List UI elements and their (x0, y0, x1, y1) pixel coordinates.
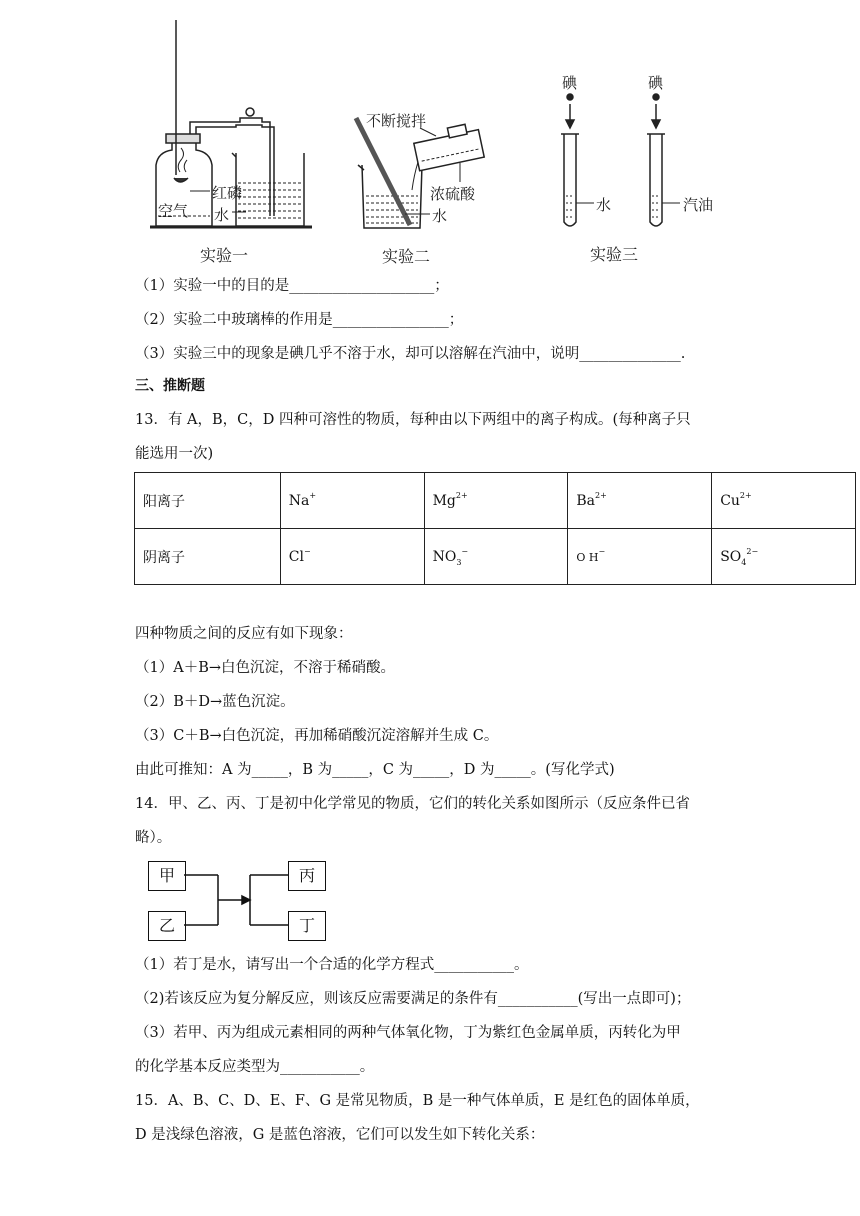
q12-part3: （3）实验三中的现象是碘几乎不溶于水，却可以溶解在汽油中，说明______________. (135, 346, 686, 362)
exp1-air-label: 空气 (158, 202, 189, 220)
q13-reaction-1: （1）A＋B→白色沉淀，不溶于稀硝酸。 (135, 660, 396, 676)
exp2-caption: 实验二 (382, 247, 431, 266)
q14-part3-line2: 的化学基本反应类型为___________。 (135, 1059, 375, 1075)
q14-part1: （1）若丁是水，请写出一个合适的化学方程式___________。 (135, 957, 529, 973)
anion-cell: $NO_3^-$ (424, 529, 568, 585)
exp3-water-label: 水 (596, 196, 612, 214)
q15-stem-line2: D 是浅绿色溶液，G 是蓝色溶液，它们可以发生如下转化关系： (135, 1127, 545, 1143)
exp2-water-label: 水 (432, 207, 448, 225)
exp1-water-label: 水 (214, 206, 230, 224)
anion-cell: O H− (568, 529, 712, 585)
exp3-gasoline-label: 汽油 (683, 196, 714, 214)
anion-row (135, 529, 856, 585)
q13-intro: 四种物质之间的反应有如下现象： (135, 626, 353, 642)
exp2-stir-label: 不断搅拌 (366, 112, 427, 130)
box-yi: 乙 (148, 911, 186, 941)
q13-stem-line2: 能选用一次) (135, 446, 214, 462)
q14-part3-line1: （3）若甲、丙为组成元素相同的两种气体氧化物，丁为紫红色金属单质，丙转化为甲 (135, 1025, 681, 1041)
anion-cell: $SO_4^{2-}$ (712, 529, 856, 585)
box-jia: 甲 (148, 861, 186, 891)
q14-part2: （2)若该反应为复分解反应，则该反应需要满足的条件有___________(写出一点即可)； (135, 991, 691, 1007)
cation-row (135, 473, 856, 529)
q12-part1: （1）实验一中的目的是____________________； (135, 278, 449, 294)
experiment-3-apparatus (561, 94, 680, 226)
q14-stem-line2: 略）。 (135, 830, 172, 846)
q13-conclusion: 由此可推知：A 为_____，B 为_____，C 为_____，D 为_____。(写化学式) (135, 762, 615, 778)
ion-table (134, 472, 856, 585)
exp2-acid-label: 浓硫酸 (430, 185, 476, 203)
anion-cell: Cl− (280, 529, 424, 585)
q15-stem-line1: 15．A、B、C、D、E、F、G 是常见物质，B 是一种气体单质，E 是红色的固体单质， (135, 1093, 700, 1109)
cation-header: 阳离子 (135, 473, 281, 529)
exp3-caption: 实验三 (590, 245, 639, 264)
q14-stem-line1: 14．甲、乙、丙、丁是初中化学常见的物质，它们的转化关系如图所示（反应条件已省 (135, 796, 690, 812)
anion-header: 阴离子 (135, 529, 281, 585)
box-ding: 丁 (288, 911, 326, 941)
q13-reaction-3: （3）C＋B→白色沉淀，再加稀硝酸沉淀溶解并生成 C。 (135, 728, 499, 744)
experiment-2-apparatus (356, 118, 484, 228)
q12-part2: （2）实验二中玻璃棒的作用是________________； (135, 312, 464, 328)
section-3-title: 三、推断题 (135, 378, 205, 394)
cation-cell: $Cu^{2+}$ (712, 473, 856, 529)
exp3-iodine-right-label: 碘 (648, 74, 664, 92)
cation-cell: $Mg^{2+}$ (424, 473, 568, 529)
q13-stem-line1: 13．有 A，B，C，D 四种可溶性的物质，每种由以下两组中的离子构成。(每种离子只 (135, 412, 691, 428)
cation-cell: $Ba^{2+}$ (568, 473, 712, 529)
exp1-phosphorus-label: 红磷 (212, 184, 243, 202)
box-bing: 丙 (288, 861, 326, 891)
cation-cell: Na+ (280, 473, 424, 529)
exp1-caption: 实验一 (200, 246, 249, 265)
experiments-diagram (0, 0, 860, 240)
q13-reaction-2: （2）B＋D→蓝色沉淀。 (135, 694, 295, 710)
exp3-iodine-left-label: 碘 (562, 74, 578, 92)
